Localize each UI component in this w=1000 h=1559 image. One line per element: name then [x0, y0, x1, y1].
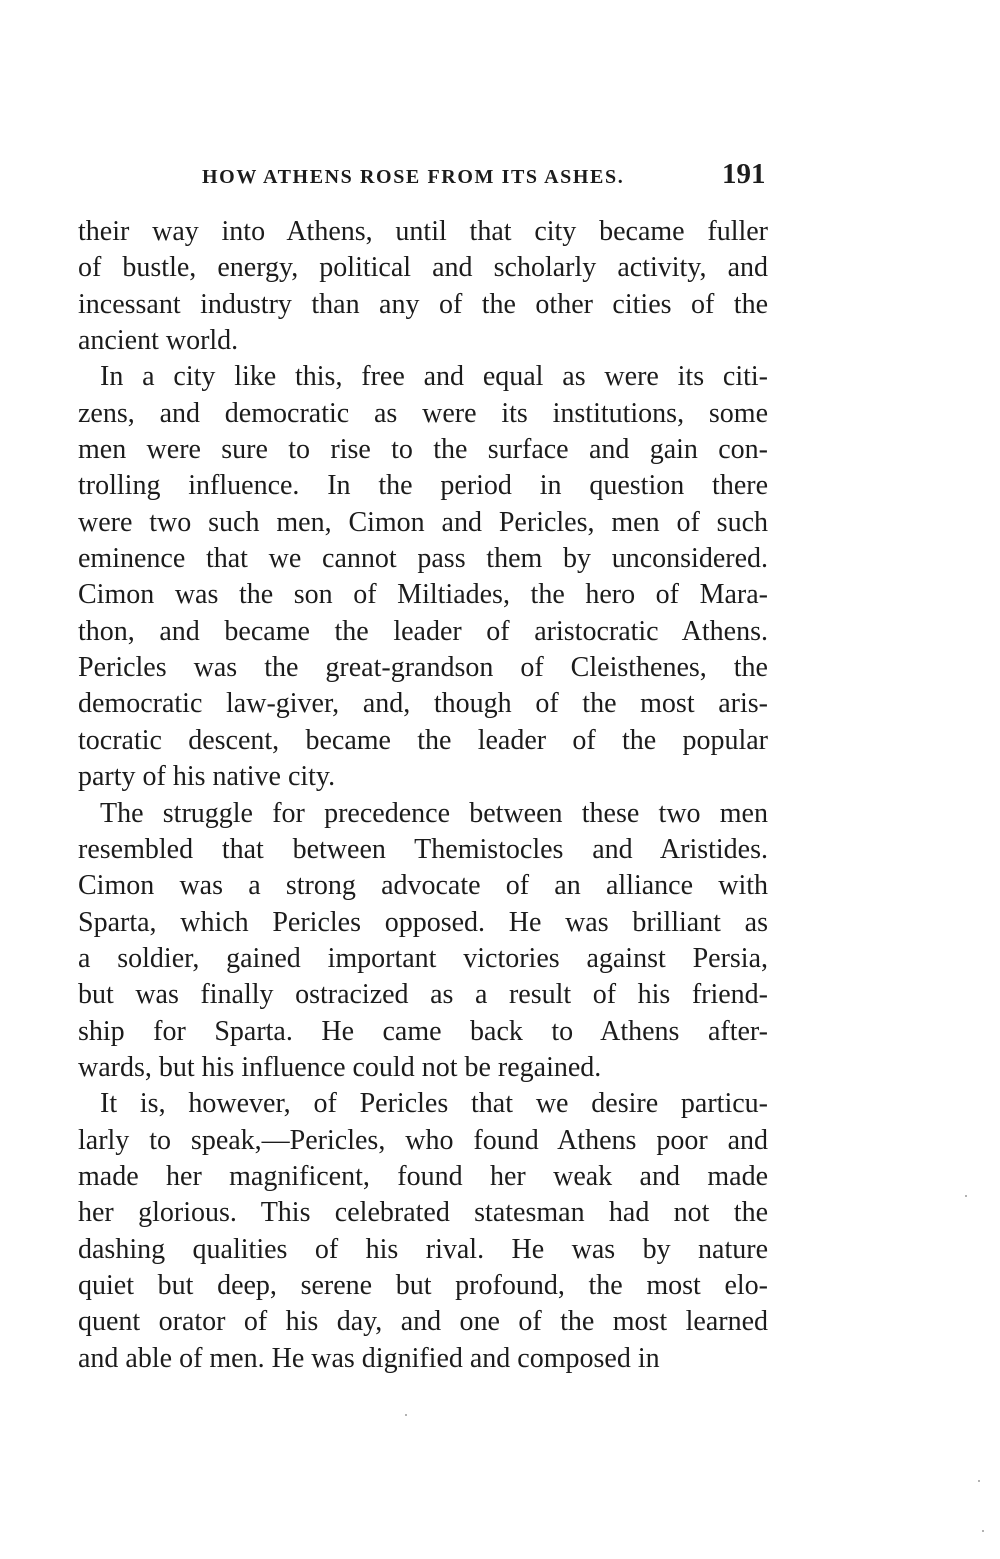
text-line: Cimon was the son of Miltiades, the hero of Mara-	[78, 579, 768, 611]
text-line: Pericles was the great-grandson of Cleisthenes, the	[78, 652, 768, 684]
text-line: quent orator of his day, and one of the most learned	[78, 1306, 768, 1338]
paragraph	[78, 1086, 768, 1377]
paper-speck	[982, 1530, 984, 1532]
body-text	[78, 214, 768, 1377]
text-line: Sparta, which Pericles opposed. He was brilliant as	[78, 906, 768, 938]
text-line: democratic law-giver, and, though of the most aris-	[78, 688, 768, 720]
paragraph	[78, 214, 768, 359]
text-line: men were sure to rise to the surface and gain con-	[78, 434, 768, 466]
paragraph	[78, 359, 768, 795]
paper-speck	[405, 1414, 407, 1416]
text-line: tocratic descent, became the leader of the popular	[78, 724, 768, 756]
text-line: quiet but deep, serene but profound, the most elo-	[78, 1269, 768, 1301]
text-line: ship for Sparta. He came back to Athens after-	[78, 1015, 768, 1047]
text-line: Cimon was a strong advocate of an alliance with	[78, 870, 768, 902]
text-line: party of his native city.	[78, 761, 336, 793]
text-line: dashing qualities of his rival. He was by nature	[78, 1233, 768, 1265]
paper-speck	[965, 1195, 967, 1197]
text-line: eminence that we cannot pass them by unconsidered.	[78, 543, 768, 575]
text-line: made her magnificent, found her weak and made	[78, 1160, 768, 1192]
text-line: and able of men. He was dignified and composed in	[78, 1342, 660, 1374]
text-line: ancient world.	[78, 325, 239, 357]
text-line: her glorious. This celebrated statesman had not the	[78, 1197, 768, 1229]
text-line: larly to speak,—Pericles, who found Athens poor and	[78, 1124, 768, 1156]
text-line: wards, but his influence could not be regained.	[78, 1051, 602, 1083]
text-line: thon, and became the leader of aristocratic Athens.	[78, 615, 768, 647]
text-line: In a city like this, free and equal as were its citi-	[100, 361, 768, 393]
paper-speck	[978, 1480, 980, 1482]
page-number: 191	[722, 158, 766, 190]
text-line: trolling influence. In the period in question there	[78, 470, 768, 502]
text-line: It is, however, of Pericles that we desire particu-	[100, 1088, 768, 1120]
text-line: were two such men, Cimon and Pericles, men of such	[78, 506, 768, 538]
text-line: but was finally ostracized as a result of his friend-	[78, 979, 768, 1011]
text-line: zens, and democratic as were its institutions, some	[78, 397, 768, 429]
text-line: their way into Athens, until that city became fuller	[78, 216, 768, 247]
text-line: resembled that between Themistocles and Aristides.	[78, 833, 768, 865]
text-line: of bustle, energy, political and scholarly activity, and	[78, 252, 768, 284]
paragraph	[78, 796, 768, 1087]
running-title: HOW ATHENS ROSE FROM ITS ASHES.	[202, 166, 625, 188]
text-line: incessant industry than any of the other cities of the	[78, 288, 768, 320]
running-head	[0, 158, 1000, 198]
text-line: The struggle for precedence between these two men	[100, 797, 768, 829]
text-line: a soldier, gained important victories against Persia,	[78, 942, 768, 974]
